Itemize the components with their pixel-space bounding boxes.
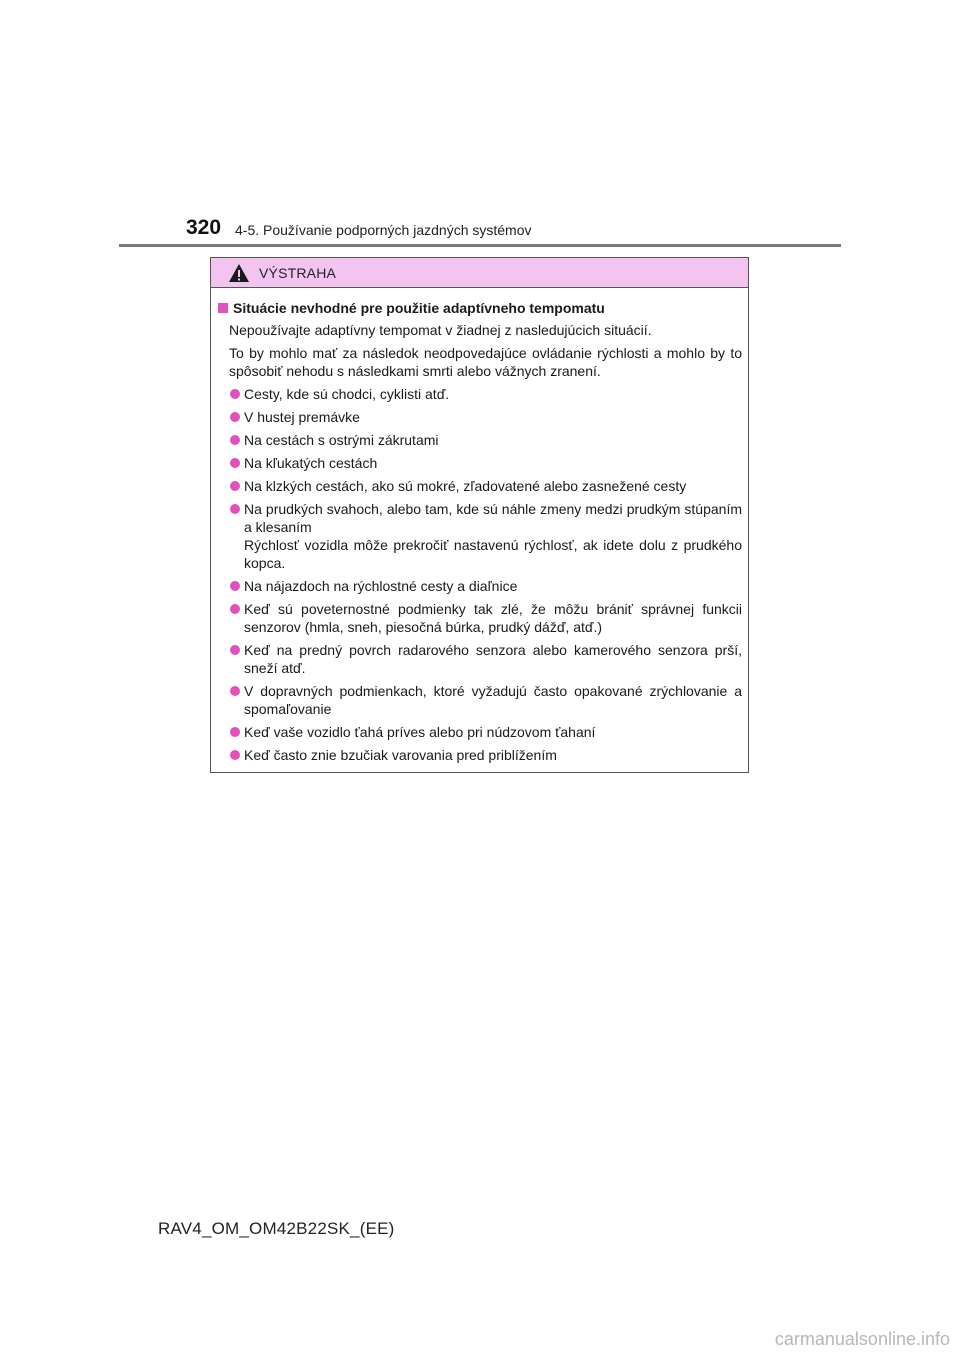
list-item-text: Na nájazdoch na rýchlostné cesty a diaľnice [244,578,518,594]
list-item [218,454,742,472]
list-item-text: Na klzkých cestách, ako sú mokré, zľadovatené alebo zasnežené cesty [244,478,687,494]
list-item-text: Na cestách s ostrými zákrutami [244,432,439,448]
page-number: 320 [186,216,222,239]
round-bullet-icon [230,504,240,514]
list-item [218,477,742,495]
warning-box [210,257,749,773]
watermark: carmanualsonline.info [774,1329,950,1349]
list-item [218,500,742,572]
list-item [218,682,742,718]
list-item [218,385,742,403]
section-title: 4-5. Používanie podporných jazdných systémov [235,222,532,238]
square-bullet-icon [218,303,228,313]
round-bullet-icon [230,645,240,655]
list-item [218,723,742,741]
warning-paragraph: Nepoužívajte adaptívny tempomat v žiadnej z nasledujúcich situácií. [229,322,652,338]
list-item-text: V dopravných podmienkach, ktoré vyžadujú často opakované zrýchlovanie a spomaľovanie [244,683,742,717]
list-item-text: Keď sú poveternostné podmienky tak zlé, že môžu brániť správnej funkcii senzorov (hmla, sneh, piesočná búrka, prudký dážď, atď.) [244,601,742,635]
warning-header [211,258,748,288]
warning-triangle-icon [228,263,250,283]
round-bullet-icon [230,389,240,399]
warning-body [211,288,748,764]
list-item-note: Rýchlosť vozidla môže prekročiť nastavenú rýchlosť, ak idete dolu z prudkého kopca. [244,537,742,571]
list-item [218,408,742,426]
list-item-line: Na prudkých svahoch, alebo tam, kde sú náhle zmeny medzi prudkým stúpaním a klesaním [244,501,742,535]
round-bullet-icon [230,435,240,445]
list-item-text: V hustej premávke [244,409,360,425]
warning-subheading [218,299,742,317]
list-item [218,641,742,677]
warning-label: VÝSTRAHA [259,264,337,281]
round-bullet-icon [230,604,240,614]
list-item-text: Na kľukatých cestách [244,455,378,471]
list-item-text: Keď často znie bzučiak varovania pred priblížením [244,747,557,763]
list-item-text: Keď vaše vozidlo ťahá príves alebo pri núdzovom ťahaní [244,724,596,740]
round-bullet-icon [230,458,240,468]
round-bullet-icon [230,581,240,591]
list-item [218,577,742,595]
document-code: RAV4_OM_OM42B22SK_(EE) [158,1219,395,1238]
situation-list [218,385,742,764]
warning-heading-text: Situácie nevhodné pre použitie adaptívneho tempomatu [233,300,605,316]
list-item-text [244,500,742,572]
round-bullet-icon [230,727,240,737]
list-item-text: Cesty, kde sú chodci, cyklisti atď. [244,386,450,402]
warning-paragraph: To by mohlo mať za následok neodpovedajúce ovládanie rýchlosti a mohlo by to spôsobiť nehodu s následkami smrti alebo vážnych zranení. [229,345,742,379]
round-bullet-icon [230,686,240,696]
list-item [218,431,742,449]
header-divider [119,244,841,247]
round-bullet-icon [230,481,240,491]
list-item [218,746,742,764]
round-bullet-icon [230,412,240,422]
list-item [218,600,742,636]
round-bullet-icon [230,750,240,760]
list-item-text: Keď na predný povrch radarového senzora alebo kamerového senzora prší, sneží atď. [244,642,742,676]
